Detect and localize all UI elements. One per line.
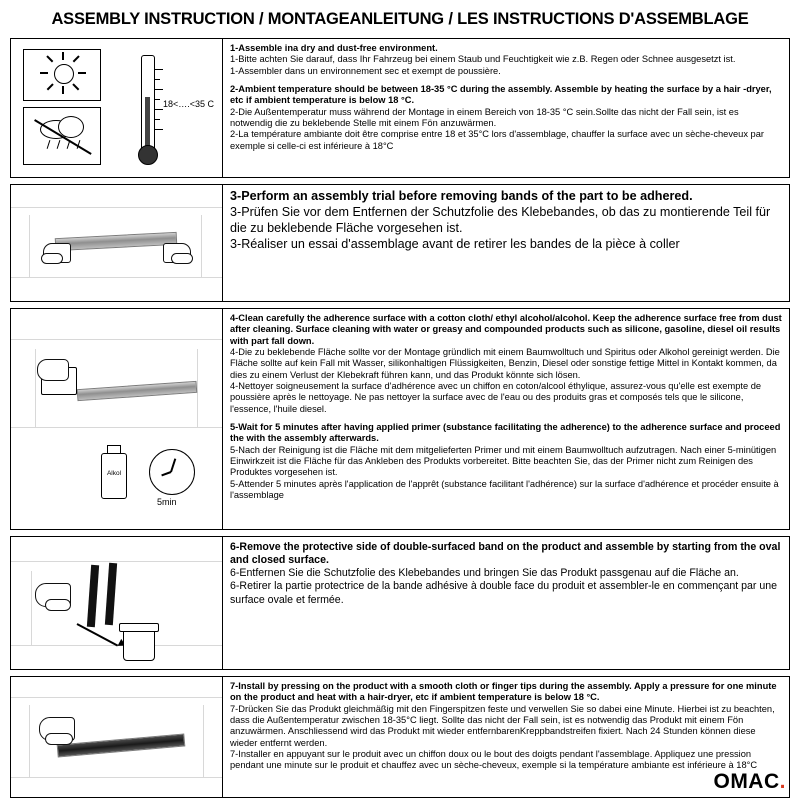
step-7-de: 7-Drücken Sie das Produkt gleichmäßig mit den Fingerspitzen feste und verwellen Sie so dabei eine Minute. Hierbei ist zu beachten, dass die Außentemperatur zwischen 18-35°C liegt. Sollte das nicht der Fall sein, ist es notwendig das Produkt mit einem Fön anzuwärmen. Anschliessend wird das Produkt mit wieder entfernbarenKreppbandstreifen fixiert. Nach 24 Stunden können diese wieder entfernt werden.	[230, 703, 775, 748]
step-3-en: 3-Perform an assembly trial before removing bands of the part to be adhered.	[230, 189, 693, 203]
no-rain-panel	[23, 107, 101, 165]
step-text-group-4-5	[223, 309, 789, 529]
step-6-en: 6-Remove the protective side of double-surfaced band on the product and assemble by starting from the oval and closed surface.	[230, 541, 781, 567]
figure-remove-protective-film	[11, 537, 223, 669]
steps-table	[10, 38, 790, 798]
alcohol-bottle-icon	[101, 453, 127, 499]
hand-icon	[37, 359, 69, 381]
clock-duration-label: 5min	[157, 497, 177, 507]
step-text-group-6	[223, 537, 789, 669]
temperature-range-label: 18<….<35 C	[163, 99, 215, 109]
step-1	[230, 43, 783, 77]
figure-assembly-trial	[11, 185, 223, 301]
figure-press-product	[11, 677, 223, 797]
step-6-fr: 6-Retirer la partie protectrice de la bande adhésive à double face du produit et assembler-le en commençant par une surface ovale et fermée.	[230, 580, 778, 606]
brand-name: OMAC	[713, 770, 780, 793]
step-3-de: 3-Prüfen Sie vor dem Entfernen der Schutzfolie des Klebebandes, ob das zu montierende Teil für die zu beklebende Fläche vorgesehen ist.	[230, 204, 771, 235]
step-2-de: 2-Die Außentemperatur muss während der Montage in einem Bereich von 18-35 °C sein.Sollte das nicht der Fall sein, ist es notwendig die zu beklebende Stelle mit einem Fön anzuwärmen.	[230, 106, 739, 128]
table-row	[10, 38, 790, 178]
table-row	[10, 308, 790, 530]
figure-clean-surface	[11, 309, 223, 529]
table-row	[10, 536, 790, 670]
step-7	[230, 681, 783, 772]
step-5	[230, 422, 783, 501]
page-title: ASSEMBLY INSTRUCTION / MONTAGEANLEITUNG / LES INSTRUCTIONS D'ASSEMBLAGE	[51, 10, 749, 28]
step-text-group-3	[223, 185, 789, 301]
step-2-en: 2-Ambient temperature should be between 18-35 °C during the assembly. Assemble by heating the surface by a hair -dryer, etc if ambient temperature is below 18 °C.	[230, 83, 772, 106]
brand-logo	[713, 770, 786, 794]
step-text-group-7	[223, 677, 789, 797]
step-5-de: 5-Nach der Reinigung ist die Fläche mit dem mitgelieferten Primer und mit einem Baumwolltuch aufzutragen. Nach einer 5-minütigen Einwirkzeit ist die Fläche für das Ankleben des Produkts vorbereitet. Bitte beachten Sie, das der Primer nicht zum Reinigen des Produktes vorgesehen ist.	[230, 444, 777, 478]
sun-icon	[54, 64, 74, 84]
step-7-fr: 7-Installer en appuyant sur le produit avec un chiffon doux ou le bout des doigts pendant l'assemblage. Appliquez une pression pendant une minute sur le produit et chauffez avec un sèche-cheveux, exemple si la température ambiante est inférieure à 18°C	[230, 748, 758, 771]
brand-accent-dot: .	[779, 770, 786, 793]
step-1-en: 1-Assemble ina dry and dust-free environment.	[230, 43, 438, 53]
step-3-fr: 3-Réaliser un essai d'assemblage avant de retirer les bandes de la pièce à coller	[230, 236, 680, 251]
alcohol-bottle-label: Alkol	[106, 470, 122, 477]
step-4	[230, 313, 783, 415]
step-5-en: 5-Wait for 5 minutes after having applied primer (substance facilitating the adherence) to the adherence surface and proceed the with the assembly afterwards.	[230, 421, 781, 444]
table-row	[10, 676, 790, 798]
step-1-de: 1-Bitte achten Sie darauf, dass Ihr Fahrzeug bei einem Staub und Feuchtigkeit wie z.B. Regen oder Schnee ausgesetzt ist.	[230, 54, 736, 65]
step-7-en: 7-Install by pressing on the product with a smooth cloth or finger tips during the assembly. Apply a pressure for one minute on the product and heat with a hair-dryer, etc if ambient temperature is below 18 °C.	[230, 681, 777, 703]
step-4-en: 4-Clean carefully the adherence surface with a cotton cloth/ ethyl alcohol/alcohol. Keep the adherence surface free from dust after cleaning. Surface cleaning with water or greasy and compounded products such as silicone, gasoline, diesel oil results with part fall down.	[230, 313, 782, 346]
step-text-group-1-2	[223, 39, 789, 177]
step-3	[230, 189, 783, 252]
step-4-fr: 4-Nettoyer soigneusement la surface d'adhérence avec un chiffon en coton/alcool éthylique, assurez-vous qu'elle est exempte de poussière après le nettoyage. Ne pas nettoyer la surface avec de l'eau ou des produits gras et composés tels que le silicone, l'essence, l'huile diesel.	[230, 380, 762, 414]
step-1-fr: 1-Assembler dans un environnement sec et exempt de poussière.	[230, 65, 501, 76]
step-2	[230, 84, 783, 152]
sun-panel	[23, 49, 101, 101]
trash-bin-icon	[123, 629, 155, 661]
step-5-fr: 5-Attender 5 minutes après l'application de l'apprêt (substance facilitant l'adhérence) sur la surface d'adhérence et procéder ensuite à l'assemblage	[230, 478, 779, 500]
step-6	[230, 541, 783, 607]
clock-icon	[149, 449, 195, 495]
figure-environment-temperature	[11, 39, 223, 177]
step-6-de: 6-Entfernen Sie die Schutzfolie des Klebebandes und bringen Sie das Produkt passgenau auf die Fläche an.	[230, 567, 739, 580]
step-4-de: 4-Die zu beklebende Fläche sollte vor der Montage gründlich mit einem Baumwolltuch und Spiritus oder Alkohol gereinigt werden. Die Fläche sollte auf kein Fall mit Wasser, silikonhaltigen Flüssigkeiten, Benzin, Diesel oder sonstige fettige Mittel in Kontakt kommen, da dies zu einem Verlust der Klebekraft führen kann, und das Produkt könnte sich lösen.	[230, 346, 780, 380]
table-row	[10, 184, 790, 302]
step-2-fr: 2-La température ambiante doit être comprise entre 18 et 35°C lors d'assemblage, chauffer la surface avec un sèche-cheveux par exemple si celle-ci est inférieure à 18°C	[230, 129, 764, 151]
